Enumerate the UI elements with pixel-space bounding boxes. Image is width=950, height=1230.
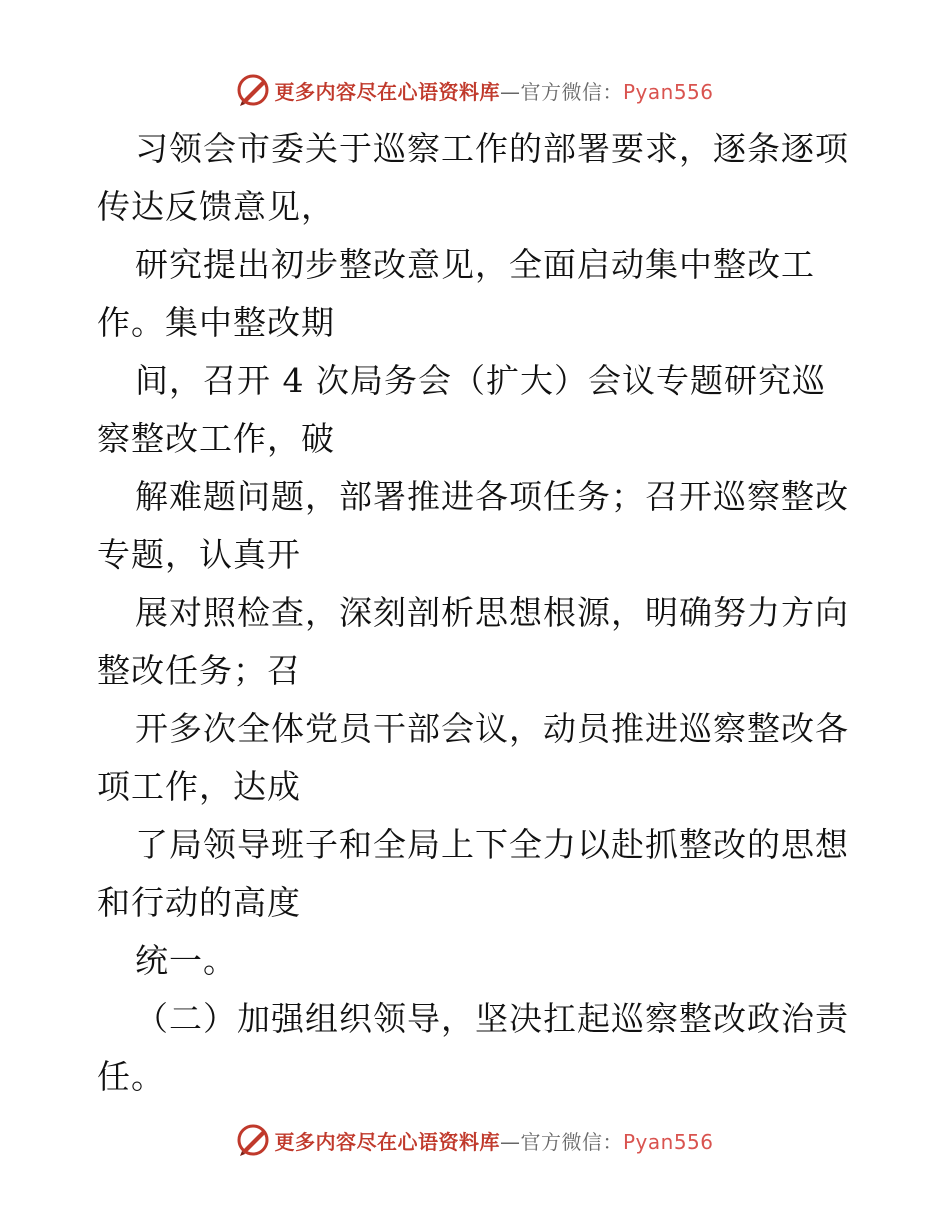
body-line: 任。 [97,1057,165,1096]
footer-banner [0,1120,950,1160]
banner-site-text: 更多内容尽在心语资料库 [274,1129,500,1154]
body-line: 统一。 [135,941,237,980]
body-line: 和行动的高度 [97,883,301,922]
banner-separator: — [499,1129,521,1154]
section-heading: （二）加强组织领导，坚决扛起巡察整改政治责 [135,999,849,1038]
banner-separator: — [499,79,521,104]
header-banner-text [274,76,713,105]
body-line: 解难题问题，部署推进各项任务；召开巡察整改 [135,477,849,516]
body-line: 察整改工作，破 [97,419,335,458]
body-line: 展对照检查，深刻剖析思想根源，明确努力方向 [135,593,849,632]
body-line: 专题，认真开 [97,535,301,574]
banner-site-text: 更多内容尽在心语资料库 [274,79,500,104]
document-body [97,120,857,1106]
banner-wechat-id: Pyan556 [622,1129,714,1154]
pen-logo-icon [236,73,270,107]
pen-logo-icon [236,1123,270,1157]
footer-banner-text [274,1126,713,1155]
body-line: 间，召开 4 次局务会（扩大）会议专题研究巡 [135,361,826,400]
body-line: 研究提出初步整改意见，全面启动集中整改工 [135,245,815,284]
banner-wechat-label: 官方微信： [520,1129,623,1154]
body-line: 整改任务；召 [97,651,301,690]
banner-wechat-label: 官方微信： [520,79,623,104]
body-line: 了局领导班子和全局上下全力以赴抓整改的思想 [135,825,849,864]
body-line: 作。集中整改期 [97,303,335,342]
header-banner [0,70,950,110]
body-line: 项工作，达成 [97,767,301,806]
banner-wechat-id: Pyan556 [622,79,714,104]
body-line: 习领会市委关于巡察工作的部署要求，逐条逐项 [135,129,849,168]
body-line: 开多次全体党员干部会议，动员推进巡察整改各 [135,709,849,748]
body-line: 传达反馈意见， [97,187,335,226]
